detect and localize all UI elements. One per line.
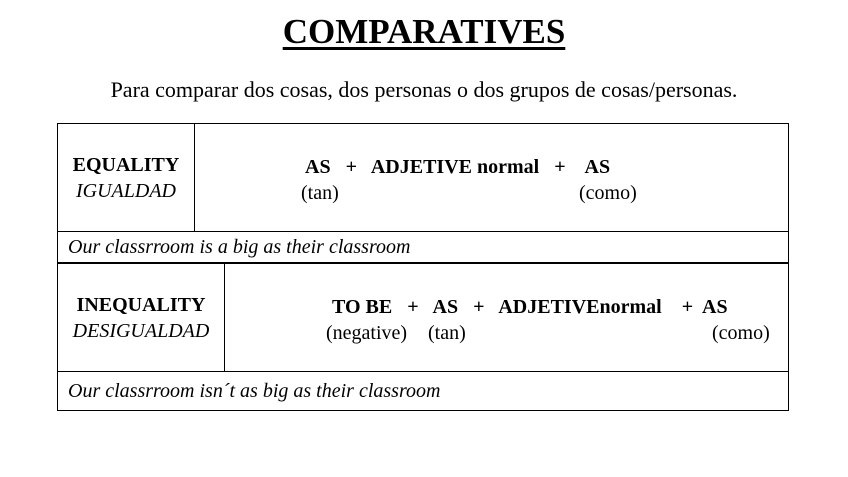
equality-label-es: IGUALDAD <box>76 179 176 202</box>
equality-formula-cell <box>195 124 788 231</box>
inequality-example: Our classrroom isn´t as big as their classroom <box>57 372 789 411</box>
inequality-label-en: INEQUALITY <box>76 293 206 316</box>
page-title <box>0 12 848 52</box>
inequality-label-es: DESIGUALDAD <box>72 319 210 342</box>
inequality-label-cell <box>58 264 225 371</box>
equality-label-cell <box>58 124 195 231</box>
subtitle: Para comparar dos cosas, dos personas o dos grupos de cosas/personas. <box>110 77 738 102</box>
equality-example: Our classrroom is a big as their classroom <box>57 232 789 263</box>
inequality-box <box>57 263 789 372</box>
equality-label-en: EQUALITY <box>72 153 180 176</box>
equality-note-como: (como) <box>579 182 637 204</box>
equality-box <box>57 123 789 232</box>
inequality-note-como: (como) <box>712 322 770 344</box>
inequality-formula: TO BE + AS + ADJETIVEnormal + AS <box>332 296 728 318</box>
equality-formula: AS + ADJETIVE normal + AS <box>305 156 611 178</box>
inequality-formula-cell <box>225 264 788 371</box>
equality-note-tan: (tan) <box>301 182 339 204</box>
title-text: COMPARATIVES <box>282 12 566 51</box>
inequality-note-negative: (negative) <box>326 322 408 344</box>
inequality-note-tan: (tan) <box>428 322 466 344</box>
